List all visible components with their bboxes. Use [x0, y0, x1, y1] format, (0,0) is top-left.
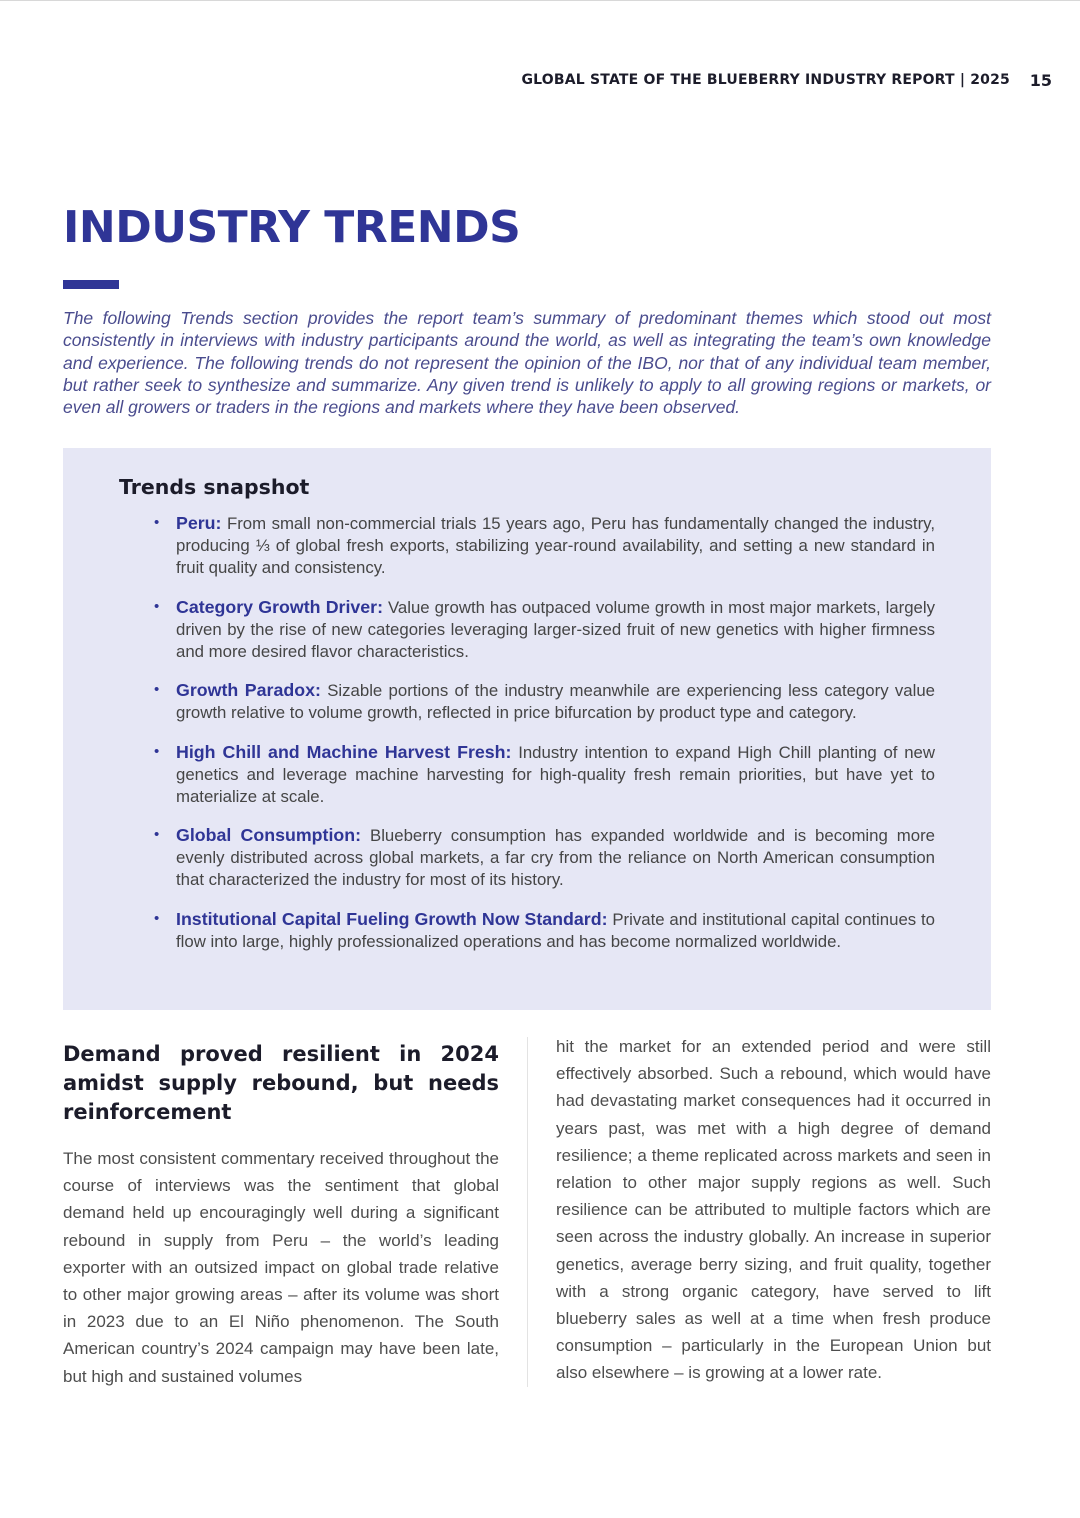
- trend-item: [154, 908, 935, 953]
- bullet-icon: •: [154, 742, 160, 760]
- title-underline-bar: [63, 280, 119, 289]
- trend-text: From small non-commercial trials 15 years ago, Peru has fundamentally changed the industry, producing ⅓ of global fresh exports, stabilizing year-round availability, and setting a new standard in fruit quality and consistency.: [176, 514, 935, 577]
- bullet-icon: •: [154, 909, 160, 927]
- trend-label: Peru:: [176, 513, 222, 533]
- trend-item: [154, 512, 935, 579]
- trend-text: Blueberry consumption has expanded worldwide and is becoming more evenly distributed across global markets, a far cry from the reliance on North American consumption that characterized the industry for most of its history.: [176, 826, 935, 889]
- trend-item: [154, 679, 935, 724]
- bullet-icon: •: [154, 681, 160, 698]
- snapshot-heading: Trends snapshot: [119, 475, 310, 499]
- trend-item: [154, 824, 935, 891]
- trends-snapshot-box: [63, 448, 991, 1010]
- column-divider: [527, 1037, 528, 1387]
- bullet-icon: •: [154, 597, 160, 615]
- article-body-right: hit the market for an extended period and were still effectively absorbed. Such a rebound, which would have had devastating market consequences had it occurred in years past, was met with a high degree of demand resilience; a theme replicated across markets and seen in relation to other major supply regions as well. Such resilience can be attributed to multiple factors which are seen across the industry globally. An increase in superior genetics, average berry sizing, and fruit quality, together with a strong organic category, have served to lift blueberry sales as well at a time when fresh produce consumption – particularly in the European Union but also elsewhere – is growing at a lower rate.: [556, 1037, 991, 1383]
- trend-text: Industry intention to expand High Chill planting of new genetics and leverage machine harvesting for high-quality fresh remain priorities, but have yet to materialize at scale.: [176, 742, 935, 806]
- article-body-left: The most consistent commentary received throughout the course of interviews was the sentiment that global demand held up encouragingly well during a significant rebound in supply from Peru – the world’s leading exporter with an outsized impact on global trade relative to other major growing areas – after its volume was short in 2023 due to an El Niño phenomenon. The South American country’s 2024 campaign may have been late, but high and sustained volumes: [63, 1149, 499, 1386]
- trend-label: Growth Paradox:: [176, 680, 321, 700]
- section-title: INDUSTRY TRENDS: [63, 202, 521, 253]
- trend-label: Global Consumption:: [176, 825, 362, 845]
- article-right-column: [556, 1033, 991, 1387]
- trend-label: High Chill and Machine Harvest Fresh:: [176, 741, 512, 762]
- trend-text: Private and institutional capital continues to flow into large, highly professionalized operations and has become normalized worldwide.: [176, 909, 935, 951]
- trend-list: [154, 512, 935, 969]
- running-header: GLOBAL STATE OF THE BLUEBERRY INDUSTRY REPORT | 2025: [521, 72, 1010, 88]
- page-top-rule: [0, 0, 1080, 1]
- article-left-column: [63, 1040, 499, 1390]
- trend-item: [154, 596, 935, 663]
- bullet-icon: •: [154, 826, 160, 843]
- page-number: 15: [1029, 71, 1052, 90]
- trend-label: Category Growth Driver:: [176, 596, 384, 617]
- trend-label: Institutional Capital Fueling Growth Now Standard:: [176, 908, 608, 929]
- trend-text: Value growth has outpaced volume growth in most major markets, largely driven by the rise of new categories leveraging larger-sized fruit of new genetics with higher firmness and more desired flavor characteristics.: [176, 597, 935, 661]
- trend-text: Sizable portions of the industry meanwhile are experiencing less category value growth relative to volume growth, reflected in price bifurcation by product type and category.: [176, 681, 935, 722]
- trend-item: [154, 741, 935, 808]
- article-heading: Demand proved resilient in 2024 amidst supply rebound, but needs reinforcement: [63, 1042, 499, 1124]
- section-intro: The following Trends section provides the report team’s summary of predominant themes which stood out most consistently in interviews with industry participants around the world, as well as integrating the team’s own knowledge and experience. The following trends do not represent the opinion of the IBO, nor that of any individual team member, but rather seek to synthesize and summarize. Any given trend is unlikely to apply to all growing regions or markets, or even all growers or traders in the regions and markets where they have been observed.: [63, 308, 991, 418]
- bullet-icon: •: [154, 514, 160, 531]
